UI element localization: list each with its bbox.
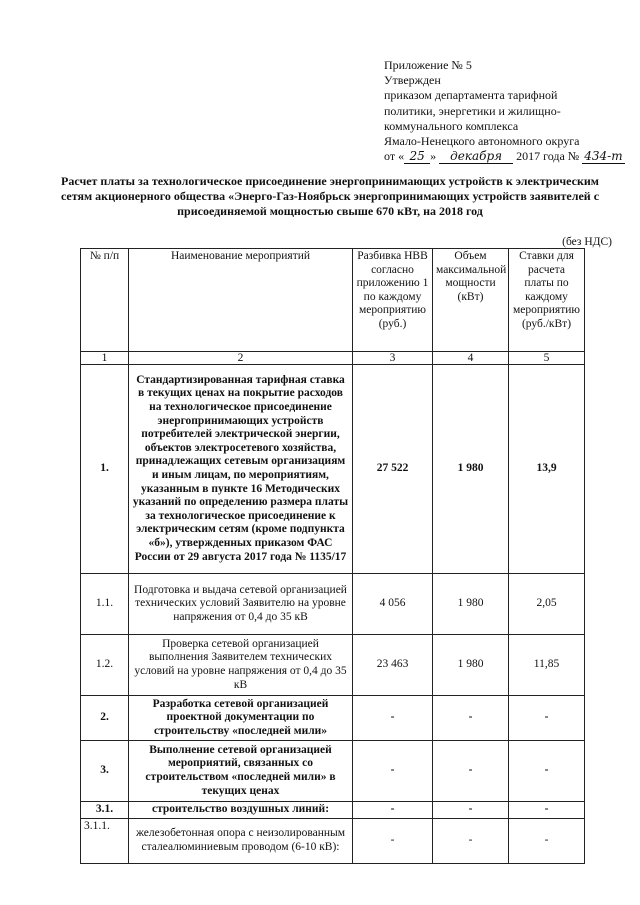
approval-line: приказом департамента тарифной bbox=[384, 88, 558, 103]
row-number: 1.2. bbox=[81, 635, 129, 696]
row-power: 1 980 bbox=[433, 365, 509, 574]
date-day-handwritten: 25 bbox=[404, 150, 430, 164]
approval-line: Ямало-Ненецкого автономного округа bbox=[384, 134, 580, 149]
row-nvv: - bbox=[353, 802, 433, 819]
approval-line: Приложение № 5 bbox=[384, 58, 472, 72]
table-header-row bbox=[81, 249, 585, 352]
row-number: 1. bbox=[81, 365, 129, 574]
row-name: Стандартизированная тарифная ставка в текущих ценах на покрытие расходов на технологическое присоединение энергопринимающих устройств потребителей электрической энергии, объектов электросетевого хозяйства, принадлежащих сетевым организациям и иным лицам, по мероприятиям, указанным в пункте 16 Методических указаний по определению размера платы за технологическое присоединение к электрическим сетям (кроме подпункта «б»), утвержденных приказом ФАС России от 29 августа 2017 года № 1135/17 bbox=[129, 365, 353, 574]
row-number: 2. bbox=[81, 696, 129, 741]
column-header: № п/п bbox=[81, 249, 129, 352]
column-header: Объем максимальной мощности (кВт) bbox=[433, 249, 509, 352]
column-index: 1 bbox=[81, 352, 129, 365]
order-number-handwritten: 434-т bbox=[584, 149, 623, 164]
table-index-row bbox=[81, 352, 585, 365]
tariff-table bbox=[80, 248, 585, 864]
row-rate: 11,85 bbox=[509, 635, 585, 696]
vat-note: (без НДС) bbox=[562, 236, 612, 248]
row-number: 1.1. bbox=[81, 574, 129, 635]
row-name: строительство воздушных линий: bbox=[129, 802, 353, 819]
row-rate: - bbox=[509, 818, 585, 863]
approval-block bbox=[384, 58, 624, 164]
table-row bbox=[81, 365, 585, 574]
row-nvv: 27 522 bbox=[353, 365, 433, 574]
approval-line: Утвержден bbox=[384, 73, 441, 88]
approval-line: коммунального комплекса bbox=[384, 118, 519, 133]
row-nvv: - bbox=[353, 818, 433, 863]
date-prefix: от « bbox=[384, 149, 405, 164]
table-row bbox=[81, 574, 585, 635]
row-power: - bbox=[433, 818, 509, 863]
row-power: - bbox=[433, 802, 509, 819]
row-name: Выполнение сетевой организацией мероприятий, связанных со строительством «последней мили» в текущих ценах bbox=[129, 741, 353, 802]
column-index: 5 bbox=[509, 352, 585, 365]
row-number: 3.1.1. bbox=[81, 818, 129, 863]
table-row bbox=[81, 696, 585, 741]
date-suffix: 2017 года № bbox=[513, 149, 583, 164]
row-nvv: 23 463 bbox=[353, 635, 433, 696]
column-index: 4 bbox=[433, 352, 509, 365]
table-row bbox=[81, 818, 585, 863]
date-month-handwritten: декабря bbox=[439, 150, 513, 164]
row-rate: - bbox=[509, 741, 585, 802]
table-row bbox=[81, 635, 585, 696]
column-index: 3 bbox=[353, 352, 433, 365]
row-power: - bbox=[433, 741, 509, 802]
row-power: 1 980 bbox=[433, 574, 509, 635]
approval-line: политики, энергетики и жилищно- bbox=[384, 103, 561, 118]
row-nvv: 4 056 bbox=[353, 574, 433, 635]
column-header: Ставки для расчета платы по каждому мероприятию (руб./кВт) bbox=[509, 249, 585, 352]
row-power: 1 980 bbox=[433, 635, 509, 696]
row-rate: - bbox=[509, 802, 585, 819]
document-title: Расчет платы за технологическое присоединение энергопринимающих устройств к электрическим сетям акционерного общества «Энерго-Газ-Ноябрьск энергопринимающих устройств заявителей с присоединяемой мощностью свыше 670 кВт, на 2018 год bbox=[60, 174, 600, 218]
row-power: - bbox=[433, 696, 509, 741]
row-rate: 2,05 bbox=[509, 574, 585, 635]
approval-date-line bbox=[384, 149, 624, 164]
row-name: железобетонная опора с неизолированным сталеалюминиевым проводом (6-10 кВ): bbox=[129, 818, 353, 863]
row-name: Проверка сетевой организацией выполнения Заявителем технических условий на уровне напряжения от 0,4 до 35 кВ bbox=[129, 635, 353, 696]
row-name: Подготовка и выдача сетевой организацией технических условий Заявителю на уровне напряжения от 0,4 до 35 кВ bbox=[129, 574, 353, 635]
table-row bbox=[81, 741, 585, 802]
date-mid: » bbox=[430, 149, 440, 164]
column-header: Разбивка НВВ согласно приложению 1 по каждому мероприятию (руб.) bbox=[353, 249, 433, 352]
row-rate: 13,9 bbox=[509, 365, 585, 574]
row-number: 3. bbox=[81, 741, 129, 802]
row-nvv: - bbox=[353, 741, 433, 802]
row-rate: - bbox=[509, 696, 585, 741]
column-header: Наименование мероприятий bbox=[129, 249, 353, 352]
row-name: Разработка сетевой организацией проектной документации по строительству «последней мили» bbox=[129, 696, 353, 741]
column-index: 2 bbox=[129, 352, 353, 365]
table-row bbox=[81, 802, 585, 819]
row-nvv: - bbox=[353, 696, 433, 741]
row-number: 3.1. bbox=[81, 802, 129, 819]
